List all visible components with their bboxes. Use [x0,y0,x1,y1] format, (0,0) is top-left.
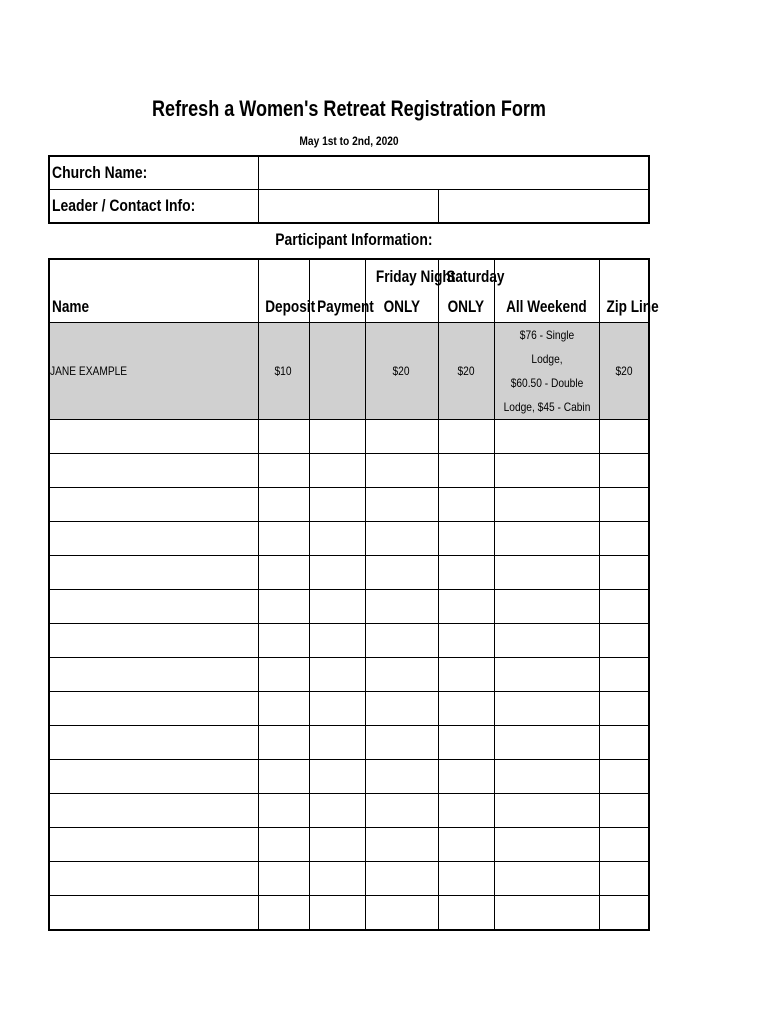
participant-deposit-cell[interactable] [258,658,309,692]
church-name-label: Church Name: [49,156,258,190]
participant-row [49,760,649,794]
participant-zip-line-cell[interactable] [599,454,649,488]
example-zip-line: $20 [599,323,649,420]
participant-deposit-cell[interactable] [258,692,309,726]
participant-row [49,862,649,896]
participant-saturday-cell[interactable] [438,624,494,658]
participant-friday-cell[interactable] [365,454,438,488]
participant-row [49,658,649,692]
participant-payment-cell[interactable] [309,556,365,590]
participant-saturday-cell[interactable] [438,862,494,896]
participant-friday-cell[interactable] [365,488,438,522]
participant-saturday-cell[interactable] [438,522,494,556]
participant-name-cell[interactable] [49,522,258,556]
participant-deposit-cell[interactable] [258,862,309,896]
participant-payment-cell[interactable] [309,420,365,454]
participant-deposit-cell[interactable] [258,726,309,760]
participant-payment-cell[interactable] [309,760,365,794]
participant-zip-line-cell[interactable] [599,862,649,896]
participant-deposit-cell[interactable] [258,522,309,556]
participant-name-cell[interactable] [49,692,258,726]
participant-saturday-cell[interactable] [438,420,494,454]
participant-friday-cell[interactable] [365,760,438,794]
participant-saturday-cell[interactable] [438,590,494,624]
participant-payment-cell[interactable] [309,692,365,726]
participant-saturday-cell[interactable] [438,794,494,828]
participant-friday-cell[interactable] [365,590,438,624]
participant-all-weekend-cell[interactable] [494,488,599,522]
participant-all-weekend-cell[interactable] [494,896,599,931]
participant-deposit-cell[interactable] [258,794,309,828]
participant-deposit-cell[interactable] [258,454,309,488]
participant-all-weekend-cell[interactable] [494,862,599,896]
participant-friday-cell[interactable] [365,556,438,590]
col-header-saturday: Saturday ONLY [438,259,494,323]
event-dates: May 1st to 2nd, 2020 [299,134,399,148]
participant-name-cell[interactable] [49,590,258,624]
participant-deposit-cell[interactable] [258,896,309,931]
participant-row [49,828,649,862]
participant-zip-line-cell[interactable] [599,794,649,828]
participant-all-weekend-cell[interactable] [494,420,599,454]
participant-friday-cell[interactable] [365,658,438,692]
participant-zip-line-cell[interactable] [599,726,649,760]
participant-all-weekend-cell[interactable] [494,794,599,828]
participant-all-weekend-cell[interactable] [494,556,599,590]
participant-zip-line-cell[interactable] [599,896,649,931]
participant-zip-line-cell[interactable] [599,420,649,454]
participant-friday-cell[interactable] [365,420,438,454]
participant-name-cell[interactable] [49,726,258,760]
participant-name-cell[interactable] [49,658,258,692]
participant-deposit-cell[interactable] [258,624,309,658]
participant-row [49,454,649,488]
participant-deposit-cell[interactable] [258,556,309,590]
participant-deposit-cell[interactable] [258,828,309,862]
col-header-deposit: Deposit [258,259,309,323]
participant-zip-line-cell[interactable] [599,624,649,658]
participant-name-cell[interactable] [49,556,258,590]
participant-all-weekend-cell[interactable] [494,692,599,726]
participant-saturday-cell[interactable] [438,692,494,726]
participant-friday-cell[interactable] [365,828,438,862]
participant-row [49,692,649,726]
participant-name-cell[interactable] [49,624,258,658]
leader-contact-field[interactable] [258,190,438,224]
participant-row [49,624,649,658]
participant-all-weekend-cell[interactable] [494,658,599,692]
participant-payment-cell[interactable] [309,726,365,760]
participant-zip-line-cell[interactable] [599,658,649,692]
col-header-name: Name [49,259,258,323]
participant-row [49,794,649,828]
example-row [49,323,649,420]
participant-zip-line-cell[interactable] [599,522,649,556]
form-title: Refresh a Women's Retreat Registration Form [152,96,546,121]
participant-zip-line-cell[interactable] [599,692,649,726]
participant-payment-cell[interactable] [309,862,365,896]
participant-friday-cell[interactable] [365,692,438,726]
participant-row [49,590,649,624]
participant-saturday-cell[interactable] [438,828,494,862]
participant-name-cell[interactable] [49,420,258,454]
participant-payment-cell[interactable] [309,488,365,522]
col-header-all-weekend: All Weekend [494,259,599,323]
participant-zip-line-cell[interactable] [599,488,649,522]
participant-row [49,420,649,454]
participant-payment-cell[interactable] [309,828,365,862]
participant-all-weekend-cell[interactable] [494,522,599,556]
participant-deposit-cell[interactable] [258,420,309,454]
participant-all-weekend-cell[interactable] [494,590,599,624]
participant-row [49,726,649,760]
participant-row [49,488,649,522]
example-deposit: $10 [258,323,309,420]
leader-contact-field-2[interactable] [438,190,649,224]
col-header-zip-line: Zip Line [599,259,649,323]
participant-header-row [49,259,649,323]
participant-name-cell[interactable] [49,862,258,896]
participant-name-cell[interactable] [49,454,258,488]
participant-friday-cell[interactable] [365,522,438,556]
participant-saturday-cell[interactable] [438,556,494,590]
church-name-row [49,156,649,190]
participant-payment-cell[interactable] [309,896,365,931]
participant-section-label: Participant Information: [275,230,433,249]
participant-name-cell[interactable] [49,760,258,794]
participant-zip-line-cell[interactable] [599,760,649,794]
participant-payment-cell[interactable] [309,794,365,828]
participant-friday-cell[interactable] [365,726,438,760]
col-header-friday: Friday Night ONLY [365,259,438,323]
participant-all-weekend-cell[interactable] [494,760,599,794]
participant-saturday-cell[interactable] [438,454,494,488]
participant-all-weekend-cell[interactable] [494,726,599,760]
participant-payment-cell[interactable] [309,522,365,556]
participant-saturday-cell[interactable] [438,658,494,692]
participant-all-weekend-cell[interactable] [494,624,599,658]
example-payment [309,323,365,420]
participant-name-cell[interactable] [49,488,258,522]
participant-zip-line-cell[interactable] [599,828,649,862]
church-name-field[interactable] [258,156,649,190]
leader-contact-label: Leader / Contact Info: [49,190,258,224]
participant-name-cell[interactable] [49,896,258,931]
participant-zip-line-cell[interactable] [599,590,649,624]
participant-saturday-cell[interactable] [438,488,494,522]
participant-friday-cell[interactable] [365,862,438,896]
participant-name-cell[interactable] [49,794,258,828]
participant-saturday-cell[interactable] [438,726,494,760]
participant-name-cell[interactable] [49,828,258,862]
participant-payment-cell[interactable] [309,454,365,488]
participant-row [49,896,649,931]
example-saturday: $20 [438,323,494,420]
example-name: JANE EXAMPLE [49,323,258,420]
participant-all-weekend-cell[interactable] [494,828,599,862]
participant-deposit-cell[interactable] [258,590,309,624]
participant-table [48,258,659,931]
participant-friday-cell[interactable] [365,794,438,828]
participant-payment-cell[interactable] [309,658,365,692]
participant-row [49,556,649,590]
col-header-payment: Payment [309,259,365,323]
example-all-weekend: $76 - Single Lodge, $60.50 - Double Lodge, $45 - Cabin [494,323,599,420]
participant-friday-cell[interactable] [365,624,438,658]
participant-deposit-cell[interactable] [258,760,309,794]
participant-friday-cell[interactable] [365,896,438,931]
participant-row [49,522,649,556]
participant-saturday-cell[interactable] [438,760,494,794]
example-friday: $20 [365,323,438,420]
participant-zip-line-cell[interactable] [599,556,649,590]
participant-payment-cell[interactable] [309,624,365,658]
participant-all-weekend-cell[interactable] [494,454,599,488]
participant-entry-rows [49,420,649,931]
participant-payment-cell[interactable] [309,590,365,624]
church-info-table [48,155,650,224]
leader-contact-row [49,190,649,224]
participant-saturday-cell[interactable] [438,896,494,931]
participant-deposit-cell[interactable] [258,488,309,522]
